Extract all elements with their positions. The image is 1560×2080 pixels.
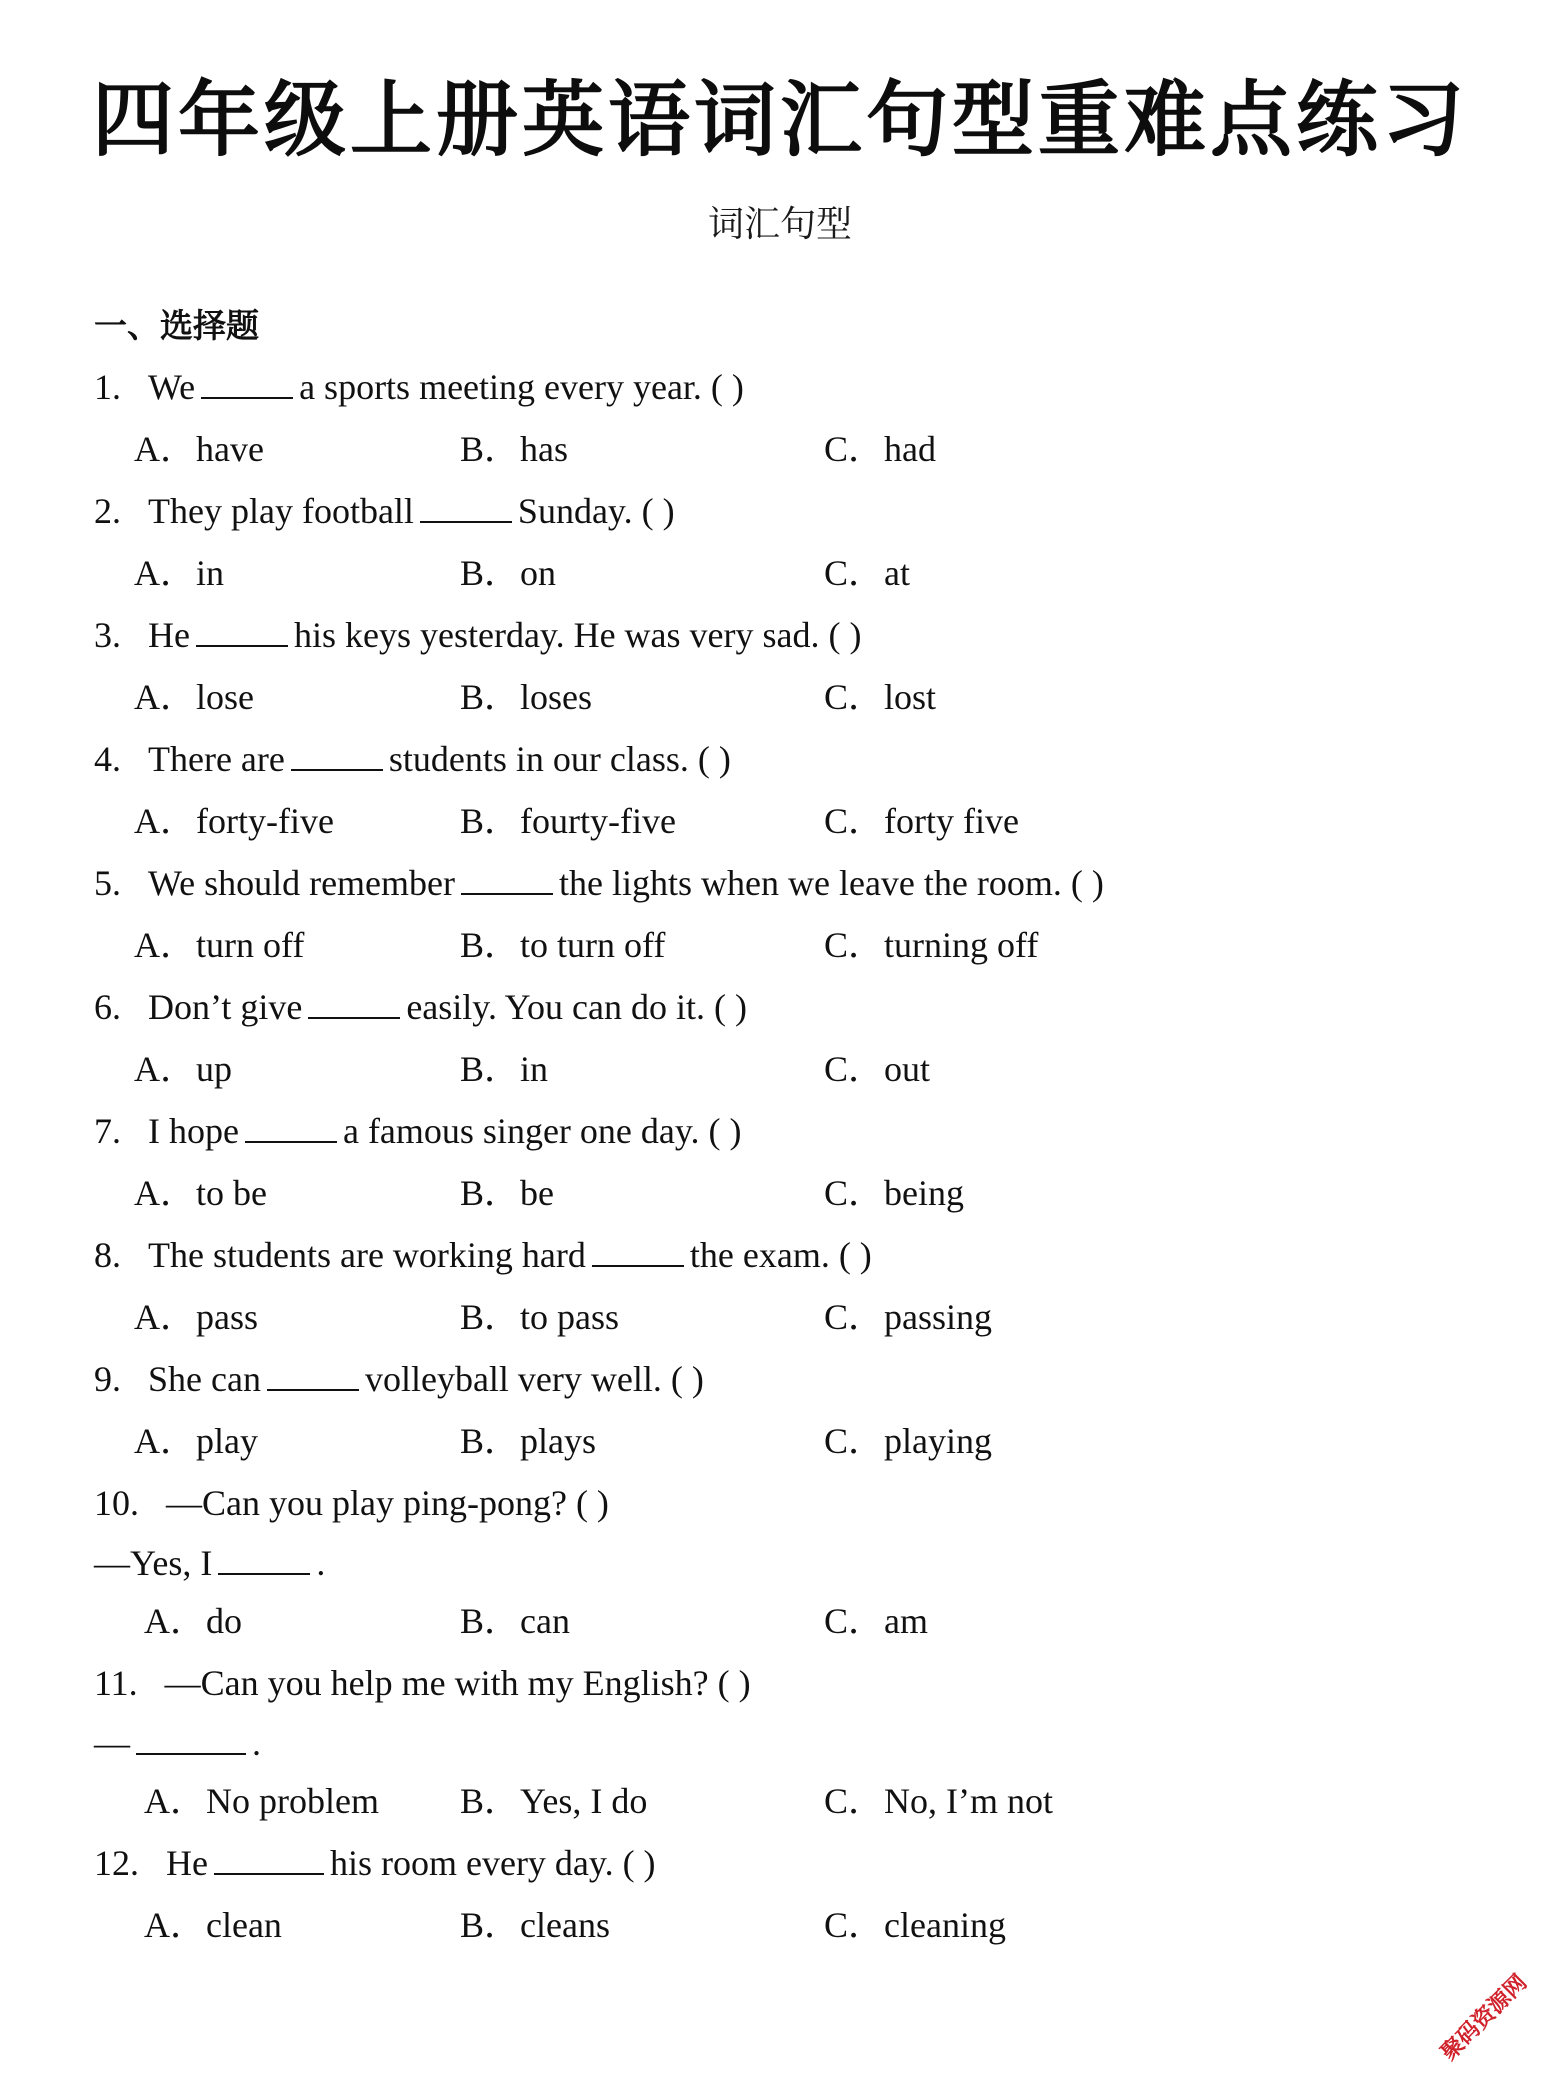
question-text-post: a famous singer one day. ( )	[342, 1111, 742, 1151]
question-number: 2.	[94, 491, 121, 531]
section-heading: 一、选择题	[94, 306, 259, 345]
question-text-post: the exam. ( )	[689, 1235, 872, 1275]
question-text-post: Sunday. ( )	[517, 491, 675, 531]
page-title: 四年级上册英语词汇句型重难点练习	[91, 73, 1468, 168]
option-a: A．pass	[134, 1297, 258, 1337]
option-a: A．to be	[134, 1173, 267, 1213]
option-b: B．plays	[460, 1421, 597, 1461]
question-11-reply	[94, 1722, 261, 1765]
question-text-pre: The students are working hard	[148, 1235, 586, 1275]
option-a: A．have	[134, 429, 264, 469]
reply-text-post: .	[252, 1723, 261, 1763]
option-b: B．Yes, I do	[460, 1781, 648, 1821]
option-c: C．passing	[824, 1297, 993, 1337]
option-c: C．had	[824, 429, 936, 469]
question-5	[94, 862, 1104, 905]
option-b: B．on	[460, 553, 557, 593]
option-a: A．play	[134, 1421, 258, 1461]
answer-blank	[201, 367, 293, 399]
question-number: 12.	[94, 1843, 139, 1883]
question-text-pre: She can	[148, 1359, 261, 1399]
question-number: 7.	[94, 1111, 121, 1151]
question-text-pre: We	[148, 367, 196, 407]
question-text-pre: —Can you play ping-pong? ( )	[166, 1483, 609, 1523]
question-11	[94, 1662, 751, 1705]
question-4	[94, 738, 731, 781]
answer-blank	[592, 1235, 684, 1267]
option-c: C．cleaning	[824, 1905, 1006, 1945]
answer-blank	[461, 863, 553, 895]
question-number: 10.	[94, 1483, 139, 1523]
question-12	[94, 1842, 656, 1885]
option-b: B．to turn off	[460, 925, 666, 965]
option-a: A．lose	[134, 677, 254, 717]
question-text-pre: They play football	[148, 491, 414, 531]
question-text-post: his keys yesterday. He was very sad. ( )	[293, 615, 862, 655]
question-number: 4.	[94, 739, 121, 779]
option-b: B．loses	[460, 677, 593, 717]
question-text-pre: Don’t give	[148, 987, 303, 1027]
answer-blank	[196, 615, 288, 647]
question-text-post: his room every day. ( )	[329, 1843, 656, 1883]
option-b: B．can	[460, 1601, 570, 1641]
question-text-post: easily. You can do it. ( )	[406, 987, 747, 1027]
question-10-reply	[94, 1542, 325, 1585]
option-c: C．being	[824, 1173, 964, 1213]
question-number: 6.	[94, 987, 121, 1027]
option-a: A．forty-five	[134, 801, 334, 841]
question-8	[94, 1234, 872, 1277]
question-text-pre: He	[148, 615, 190, 655]
watermark: 聚码资源网	[1436, 1970, 1533, 2066]
option-a: A．clean	[144, 1905, 282, 1945]
answer-blank	[214, 1843, 324, 1875]
option-a: A．in	[134, 553, 225, 593]
question-text-post: the lights when we leave the room. ( )	[559, 863, 1104, 903]
question-text-pre: There are	[148, 739, 285, 779]
question-number: 1.	[94, 367, 121, 407]
answer-blank	[308, 987, 400, 1019]
option-b: B．in	[460, 1049, 549, 1089]
question-2	[94, 490, 675, 533]
question-text-post: students in our class. ( )	[388, 739, 731, 779]
question-text-pre: He	[166, 1843, 208, 1883]
answer-blank	[245, 1111, 337, 1143]
option-c: C．am	[824, 1601, 928, 1641]
option-b: B．to pass	[460, 1297, 620, 1337]
reply-text-pre: —Yes, I	[94, 1543, 213, 1583]
question-number: 5.	[94, 863, 121, 903]
question-9	[94, 1358, 704, 1401]
question-text-post: a sports meeting every year. ( )	[299, 367, 744, 407]
question-number: 3.	[94, 615, 121, 655]
reply-text-post: .	[316, 1543, 326, 1583]
option-c: C．at	[824, 553, 910, 593]
option-c: C．out	[824, 1049, 931, 1089]
question-number: 8.	[94, 1235, 121, 1275]
question-6	[94, 986, 747, 1029]
option-a: A．do	[144, 1601, 242, 1641]
page-subtitle: 词汇句型	[707, 204, 852, 245]
option-b: B．cleans	[460, 1905, 610, 1945]
question-number: 11.	[94, 1663, 138, 1703]
question-1	[94, 366, 744, 409]
question-text-post: volleyball very well. ( )	[364, 1359, 704, 1399]
option-c: C．lost	[824, 677, 937, 717]
question-text-pre: I hope	[148, 1111, 239, 1151]
answer-blank	[420, 491, 512, 523]
option-a: A．turn off	[134, 925, 305, 965]
question-3	[94, 614, 861, 657]
answer-blank	[218, 1543, 310, 1575]
option-a: A．up	[134, 1049, 232, 1089]
option-c: C．playing	[824, 1421, 992, 1461]
answer-blank	[267, 1359, 359, 1391]
question-text-pre: We should remember	[148, 863, 456, 903]
option-b: B．be	[460, 1173, 554, 1213]
option-c: C．No, I’m not	[824, 1781, 1053, 1821]
option-c: C．turning off	[824, 925, 1039, 965]
answer-blank	[136, 1723, 246, 1755]
option-b: B．has	[460, 429, 569, 469]
option-b: B．fourty-five	[460, 801, 676, 841]
question-10	[94, 1482, 609, 1525]
question-text-pre: —Can you help me with my English? ( )	[164, 1663, 751, 1703]
question-number: 9.	[94, 1359, 121, 1399]
question-7	[94, 1110, 742, 1153]
option-a: A．No problem	[144, 1781, 379, 1821]
reply-text-pre: —	[94, 1723, 130, 1763]
option-c: C．forty five	[824, 801, 1019, 841]
answer-blank	[291, 739, 383, 771]
